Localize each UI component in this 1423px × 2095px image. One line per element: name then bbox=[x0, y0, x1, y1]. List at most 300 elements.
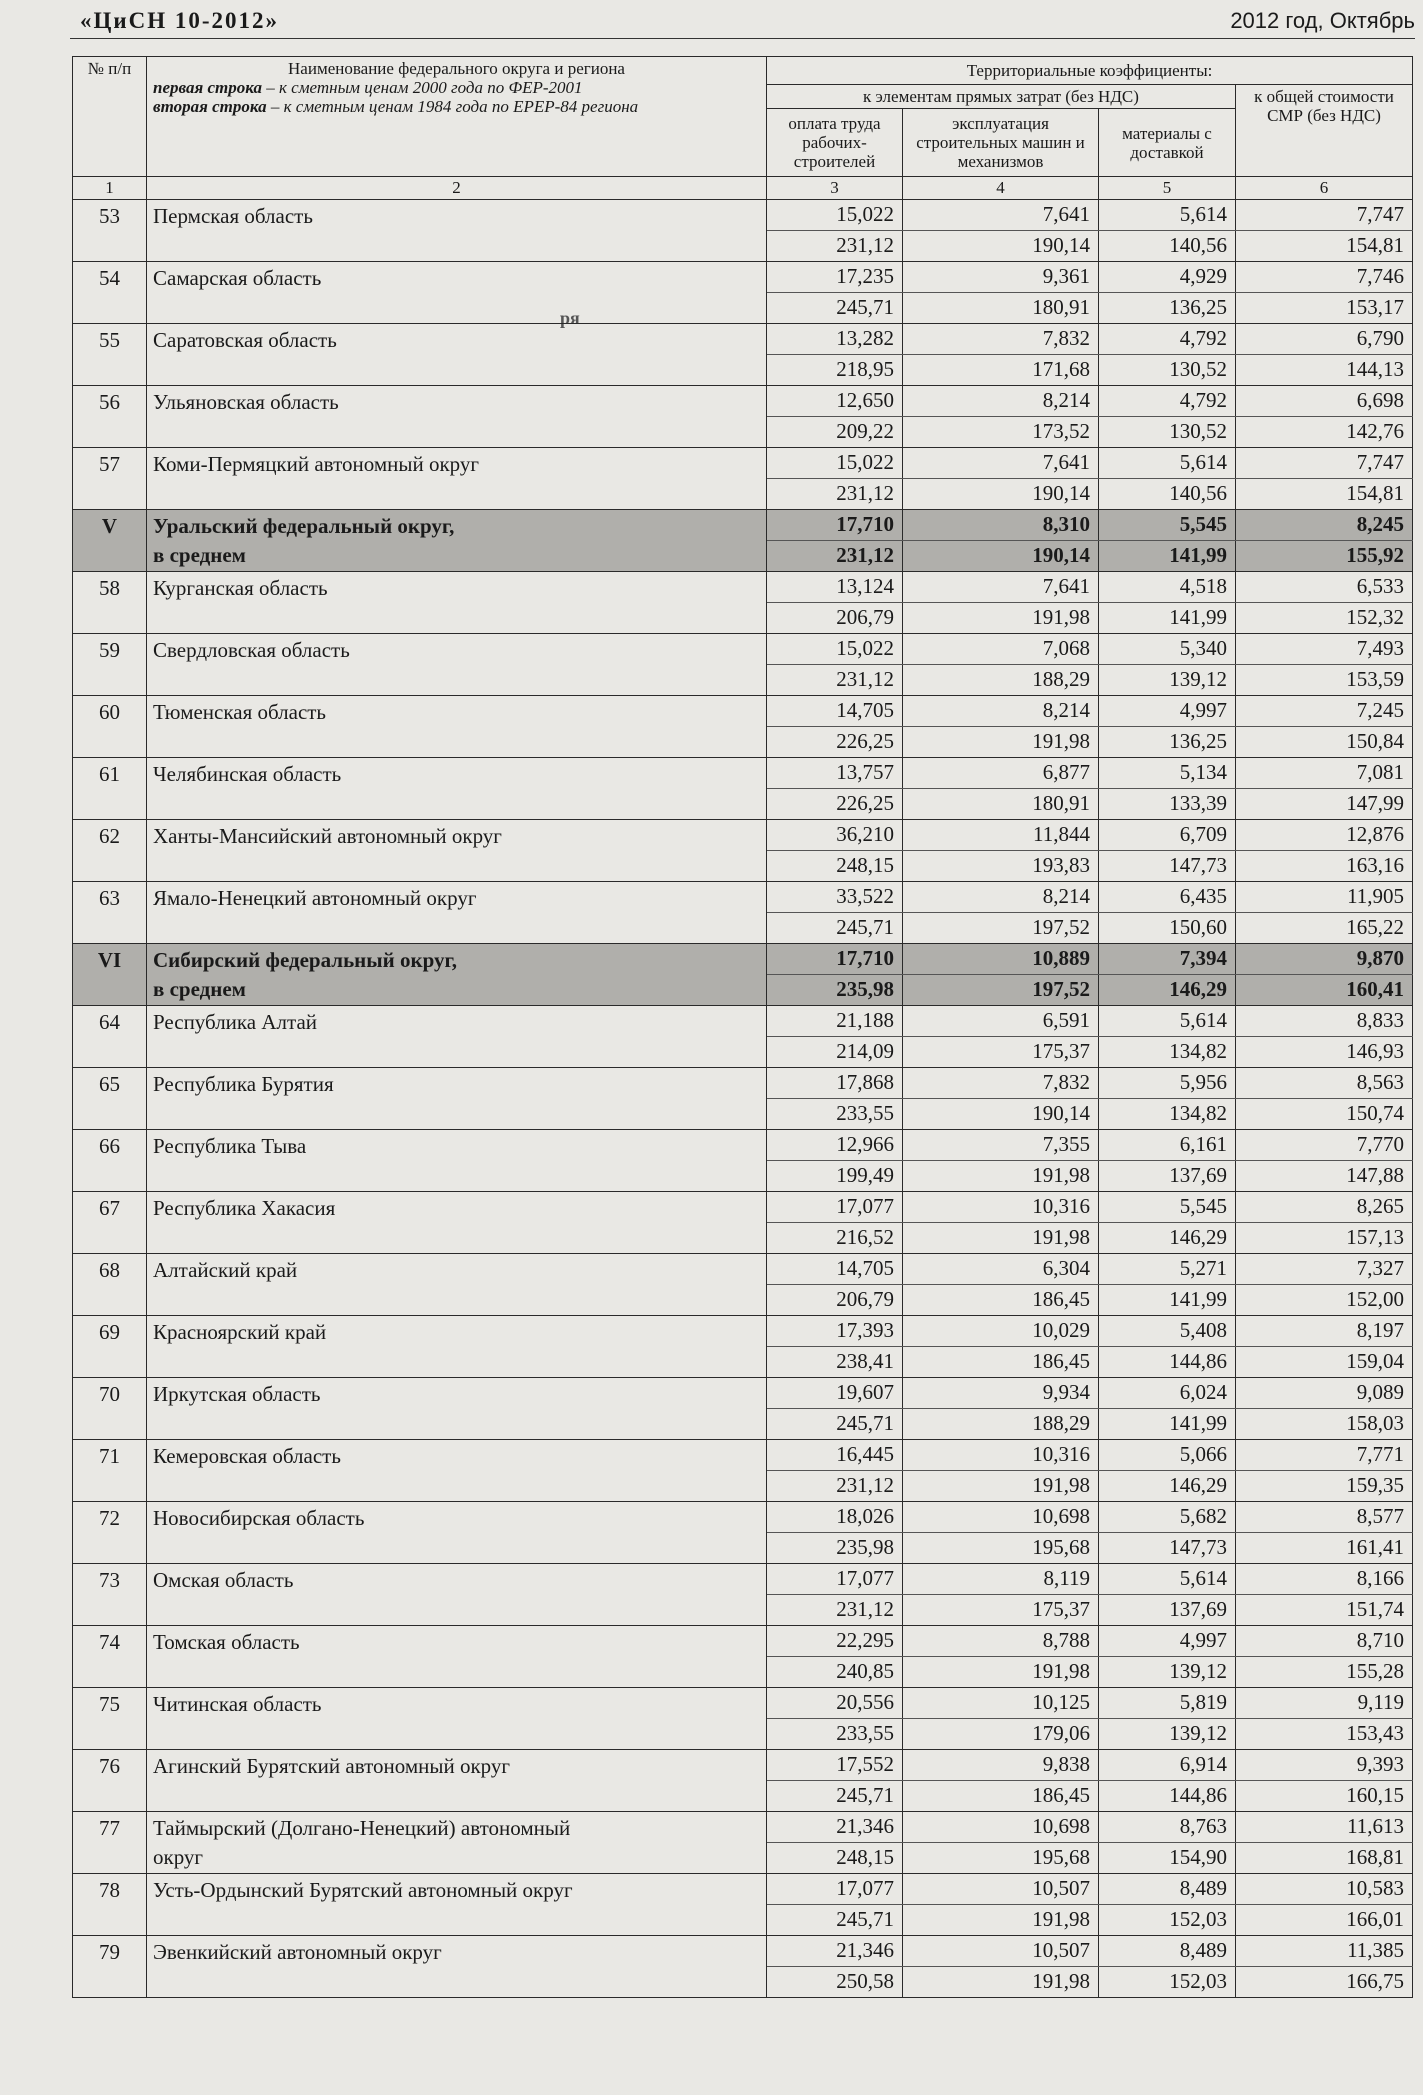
value-2000-col5: 6,709 bbox=[1099, 820, 1236, 851]
value-1984-col5: 144,86 bbox=[1099, 1781, 1236, 1812]
value-2000-col6: 7,081 bbox=[1236, 758, 1413, 789]
col-header-line2-bold: вторая строка bbox=[153, 97, 267, 116]
region-name-cell bbox=[147, 820, 767, 882]
value-2000-col3: 33,522 bbox=[767, 882, 903, 913]
value-2000-col4: 9,361 bbox=[903, 262, 1099, 293]
value-2000-col3: 17,393 bbox=[767, 1316, 903, 1347]
value-2000-col4: 10,507 bbox=[903, 1936, 1099, 1967]
value-2000-col4: 9,934 bbox=[903, 1378, 1099, 1409]
value-1984-col4: 195,68 bbox=[903, 1843, 1099, 1874]
value-1984-col4: 197,52 bbox=[903, 975, 1099, 1006]
value-1984-col4: 191,98 bbox=[903, 727, 1099, 758]
region-name-cell bbox=[147, 510, 767, 572]
region-name: Республика Тыва bbox=[153, 1134, 307, 1158]
value-1984-col3: 206,79 bbox=[767, 603, 903, 634]
value-2000-col3: 15,022 bbox=[767, 634, 903, 665]
value-2000-col6: 12,876 bbox=[1236, 820, 1413, 851]
value-1984-col3: 245,71 bbox=[767, 1409, 903, 1440]
row-number: 55 bbox=[73, 324, 147, 386]
value-2000-col3: 17,710 bbox=[767, 944, 903, 975]
value-1984-col6: 166,01 bbox=[1236, 1905, 1413, 1936]
value-2000-col6: 11,613 bbox=[1236, 1812, 1413, 1843]
table-row bbox=[73, 1688, 1413, 1719]
value-2000-col3: 14,705 bbox=[767, 696, 903, 727]
value-1984-col5: 144,86 bbox=[1099, 1347, 1236, 1378]
col-number: 6 bbox=[1236, 177, 1413, 200]
region-name-cell bbox=[147, 1502, 767, 1564]
region-name: Ямало-Ненецкий автономный округ bbox=[153, 886, 477, 910]
col-header-no: № п/п bbox=[73, 57, 147, 177]
region-name: Ульяновская область bbox=[153, 390, 339, 414]
row-number: 74 bbox=[73, 1626, 147, 1688]
value-1984-col4: 188,29 bbox=[903, 665, 1099, 696]
value-2000-col5: 5,682 bbox=[1099, 1502, 1236, 1533]
value-2000-col4: 11,844 bbox=[903, 820, 1099, 851]
value-1984-col3: 231,12 bbox=[767, 231, 903, 262]
region-name-cell bbox=[147, 696, 767, 758]
col-header-5: материалы с доставкой bbox=[1099, 109, 1236, 177]
region-name: Томская область bbox=[153, 1630, 300, 1654]
col-header-6: к общей стоимости СМР (без НДС) bbox=[1236, 85, 1413, 177]
value-1984-col3: 216,52 bbox=[767, 1223, 903, 1254]
value-1984-col5: 134,82 bbox=[1099, 1099, 1236, 1130]
row-number: 62 bbox=[73, 820, 147, 882]
region-name-continued: в среднем bbox=[153, 543, 246, 567]
table-row bbox=[73, 1564, 1413, 1595]
value-1984-col5: 146,29 bbox=[1099, 1471, 1236, 1502]
value-1984-col4: 191,98 bbox=[903, 1657, 1099, 1688]
value-1984-col3: 231,12 bbox=[767, 479, 903, 510]
value-2000-col6: 8,833 bbox=[1236, 1006, 1413, 1037]
value-2000-col5: 5,408 bbox=[1099, 1316, 1236, 1347]
value-1984-col5: 134,82 bbox=[1099, 1037, 1236, 1068]
value-1984-col6: 153,43 bbox=[1236, 1719, 1413, 1750]
value-1984-col4: 190,14 bbox=[903, 1099, 1099, 1130]
value-1984-col5: 139,12 bbox=[1099, 1657, 1236, 1688]
region-name-cell bbox=[147, 1378, 767, 1440]
value-1984-col6: 152,00 bbox=[1236, 1285, 1413, 1316]
value-2000-col5: 5,134 bbox=[1099, 758, 1236, 789]
table-row bbox=[73, 1316, 1413, 1347]
value-2000-col5: 4,792 bbox=[1099, 324, 1236, 355]
value-2000-col5: 7,394 bbox=[1099, 944, 1236, 975]
value-2000-col4: 7,641 bbox=[903, 200, 1099, 231]
region-name: Коми-Пермяцкий автономный округ bbox=[153, 452, 479, 476]
value-1984-col3: 233,55 bbox=[767, 1099, 903, 1130]
value-1984-col6: 154,81 bbox=[1236, 231, 1413, 262]
value-2000-col5: 5,340 bbox=[1099, 634, 1236, 665]
region-name-cell bbox=[147, 1254, 767, 1316]
row-number: 64 bbox=[73, 1006, 147, 1068]
region-name-cell bbox=[147, 572, 767, 634]
value-2000-col3: 20,556 bbox=[767, 1688, 903, 1719]
value-2000-col3: 13,124 bbox=[767, 572, 903, 603]
value-2000-col5: 8,489 bbox=[1099, 1936, 1236, 1967]
row-number: V bbox=[73, 510, 147, 572]
table-row bbox=[73, 1502, 1413, 1533]
value-2000-col6: 8,577 bbox=[1236, 1502, 1413, 1533]
row-number: 58 bbox=[73, 572, 147, 634]
value-1984-col4: 191,98 bbox=[903, 603, 1099, 634]
value-2000-col6: 11,385 bbox=[1236, 1936, 1413, 1967]
table-row bbox=[73, 1750, 1413, 1781]
value-2000-col6: 6,790 bbox=[1236, 324, 1413, 355]
col-header-4: эксплуатация строительных машин и механизмов bbox=[903, 109, 1099, 177]
value-1984-col5: 152,03 bbox=[1099, 1967, 1236, 1998]
scan-artifact-text: ря bbox=[560, 308, 580, 328]
value-1984-col5: 140,56 bbox=[1099, 479, 1236, 510]
table-row bbox=[73, 324, 1413, 355]
value-2000-col3: 17,077 bbox=[767, 1874, 903, 1905]
value-2000-col4: 8,310 bbox=[903, 510, 1099, 541]
value-2000-col6: 7,771 bbox=[1236, 1440, 1413, 1471]
document-date: 2012 год, Октябрь bbox=[1230, 8, 1415, 33]
value-2000-col5: 5,614 bbox=[1099, 200, 1236, 231]
value-1984-col3: 245,71 bbox=[767, 1905, 903, 1936]
value-1984-col4: 188,29 bbox=[903, 1409, 1099, 1440]
value-2000-col4: 8,788 bbox=[903, 1626, 1099, 1657]
value-2000-col5: 4,792 bbox=[1099, 386, 1236, 417]
value-1984-col6: 150,84 bbox=[1236, 727, 1413, 758]
value-2000-col6: 7,493 bbox=[1236, 634, 1413, 665]
value-2000-col4: 8,214 bbox=[903, 386, 1099, 417]
col-header-line1-rest: – к сметным ценам 2000 года по ФЕР-2001 bbox=[261, 78, 583, 97]
value-1984-col3: 231,12 bbox=[767, 541, 903, 572]
value-2000-col5: 5,271 bbox=[1099, 1254, 1236, 1285]
region-name-cell bbox=[147, 1936, 767, 1998]
value-2000-col3: 15,022 bbox=[767, 448, 903, 479]
value-1984-col3: 238,41 bbox=[767, 1347, 903, 1378]
table-row bbox=[73, 448, 1413, 479]
table-row bbox=[73, 1812, 1413, 1843]
table-row bbox=[73, 696, 1413, 727]
value-1984-col6: 155,92 bbox=[1236, 541, 1413, 572]
value-2000-col5: 5,066 bbox=[1099, 1440, 1236, 1471]
value-2000-col3: 14,705 bbox=[767, 1254, 903, 1285]
region-name-cell bbox=[147, 1440, 767, 1502]
value-1984-col6: 144,13 bbox=[1236, 355, 1413, 386]
value-1984-col3: 233,55 bbox=[767, 1719, 903, 1750]
region-name-cell bbox=[147, 448, 767, 510]
value-2000-col4: 10,698 bbox=[903, 1812, 1099, 1843]
table-row bbox=[73, 944, 1413, 975]
value-1984-col6: 165,22 bbox=[1236, 913, 1413, 944]
value-1984-col6: 152,32 bbox=[1236, 603, 1413, 634]
value-1984-col5: 136,25 bbox=[1099, 727, 1236, 758]
value-1984-col3: 231,12 bbox=[767, 1471, 903, 1502]
region-name-cell bbox=[147, 634, 767, 696]
row-number: 67 bbox=[73, 1192, 147, 1254]
row-number: 76 bbox=[73, 1750, 147, 1812]
value-1984-col4: 175,37 bbox=[903, 1595, 1099, 1626]
region-name: Читинская область bbox=[153, 1692, 322, 1716]
value-1984-col4: 186,45 bbox=[903, 1347, 1099, 1378]
value-2000-col4: 8,214 bbox=[903, 696, 1099, 727]
region-name: Новосибирская область bbox=[153, 1506, 365, 1530]
value-1984-col6: 159,35 bbox=[1236, 1471, 1413, 1502]
value-2000-col3: 12,650 bbox=[767, 386, 903, 417]
value-1984-col4: 195,68 bbox=[903, 1533, 1099, 1564]
region-name-cell bbox=[147, 1626, 767, 1688]
value-2000-col5: 6,161 bbox=[1099, 1130, 1236, 1161]
value-1984-col4: 191,98 bbox=[903, 1223, 1099, 1254]
region-name: Республика Бурятия bbox=[153, 1072, 334, 1096]
value-1984-col4: 179,06 bbox=[903, 1719, 1099, 1750]
region-name: Самарская область bbox=[153, 266, 322, 290]
value-1984-col6: 161,41 bbox=[1236, 1533, 1413, 1564]
value-1984-col5: 146,29 bbox=[1099, 1223, 1236, 1254]
region-name: Республика Хакасия bbox=[153, 1196, 336, 1220]
value-1984-col5: 150,60 bbox=[1099, 913, 1236, 944]
value-1984-col4: 186,45 bbox=[903, 1285, 1099, 1316]
value-1984-col4: 193,83 bbox=[903, 851, 1099, 882]
value-2000-col4: 7,832 bbox=[903, 324, 1099, 355]
region-name: Усть-Ордынский Бурятский автономный округ bbox=[153, 1878, 573, 1902]
region-name: Кемеровская область bbox=[153, 1444, 341, 1468]
value-2000-col5: 5,956 bbox=[1099, 1068, 1236, 1099]
table-row bbox=[73, 1626, 1413, 1657]
value-2000-col4: 8,119 bbox=[903, 1564, 1099, 1595]
value-1984-col5: 139,12 bbox=[1099, 1719, 1236, 1750]
table-row bbox=[73, 1440, 1413, 1471]
value-1984-col4: 191,98 bbox=[903, 1161, 1099, 1192]
col-number: 5 bbox=[1099, 177, 1236, 200]
value-1984-col6: 154,81 bbox=[1236, 479, 1413, 510]
table-row bbox=[73, 572, 1413, 603]
header-rule bbox=[70, 38, 1415, 39]
value-2000-col4: 8,214 bbox=[903, 882, 1099, 913]
value-1984-col4: 190,14 bbox=[903, 231, 1099, 262]
region-name-cell bbox=[147, 200, 767, 262]
value-2000-col4: 7,355 bbox=[903, 1130, 1099, 1161]
region-name: Курганская область bbox=[153, 576, 328, 600]
region-name: Свердловская область bbox=[153, 638, 350, 662]
row-number: 57 bbox=[73, 448, 147, 510]
table-row bbox=[73, 1068, 1413, 1099]
value-1984-col3: 235,98 bbox=[767, 975, 903, 1006]
row-number: 71 bbox=[73, 1440, 147, 1502]
region-name: Эвенкийский автономный округ bbox=[153, 1940, 442, 1964]
value-1984-col4: 191,98 bbox=[903, 1967, 1099, 1998]
value-1984-col6: 160,15 bbox=[1236, 1781, 1413, 1812]
region-name: Иркутская область bbox=[153, 1382, 321, 1406]
value-2000-col3: 21,188 bbox=[767, 1006, 903, 1037]
value-1984-col6: 146,93 bbox=[1236, 1037, 1413, 1068]
value-1984-col4: 190,14 bbox=[903, 541, 1099, 572]
value-2000-col6: 9,870 bbox=[1236, 944, 1413, 975]
region-name-cell bbox=[147, 1750, 767, 1812]
region-name-cell bbox=[147, 758, 767, 820]
value-1984-col3: 231,12 bbox=[767, 665, 903, 696]
value-2000-col6: 8,166 bbox=[1236, 1564, 1413, 1595]
value-2000-col5: 5,614 bbox=[1099, 448, 1236, 479]
value-2000-col4: 10,125 bbox=[903, 1688, 1099, 1719]
value-1984-col5: 141,99 bbox=[1099, 541, 1236, 572]
row-number: 72 bbox=[73, 1502, 147, 1564]
region-name: Челябинская область bbox=[153, 762, 342, 786]
value-2000-col6: 7,746 bbox=[1236, 262, 1413, 293]
value-2000-col3: 17,552 bbox=[767, 1750, 903, 1781]
region-name-cell bbox=[147, 944, 767, 1006]
value-2000-col5: 4,518 bbox=[1099, 572, 1236, 603]
region-name: Саратовская область bbox=[153, 328, 337, 352]
table-row bbox=[73, 758, 1413, 789]
value-2000-col5: 5,545 bbox=[1099, 1192, 1236, 1223]
value-1984-col3: 248,15 bbox=[767, 851, 903, 882]
value-1984-col3: 248,15 bbox=[767, 1843, 903, 1874]
region-name: Республика Алтай bbox=[153, 1010, 318, 1034]
row-number: 61 bbox=[73, 758, 147, 820]
region-name: Агинский Бурятский автономный округ bbox=[153, 1754, 510, 1778]
table-row bbox=[73, 386, 1413, 417]
value-2000-col4: 10,507 bbox=[903, 1874, 1099, 1905]
value-1984-col5: 137,69 bbox=[1099, 1161, 1236, 1192]
value-2000-col6: 11,905 bbox=[1236, 882, 1413, 913]
value-2000-col4: 10,316 bbox=[903, 1192, 1099, 1223]
value-1984-col3: 206,79 bbox=[767, 1285, 903, 1316]
row-number: 54 bbox=[73, 262, 147, 324]
value-2000-col4: 7,641 bbox=[903, 572, 1099, 603]
value-2000-col4: 9,838 bbox=[903, 1750, 1099, 1781]
col-header-line1-bold: первая строка bbox=[153, 78, 262, 97]
value-1984-col3: 209,22 bbox=[767, 417, 903, 448]
value-1984-col6: 166,75 bbox=[1236, 1967, 1413, 1998]
value-1984-col6: 158,03 bbox=[1236, 1409, 1413, 1440]
value-1984-col5: 147,73 bbox=[1099, 1533, 1236, 1564]
value-2000-col4: 7,832 bbox=[903, 1068, 1099, 1099]
row-number: 75 bbox=[73, 1688, 147, 1750]
value-2000-col5: 5,819 bbox=[1099, 1688, 1236, 1719]
region-name-cell bbox=[147, 1874, 767, 1936]
region-name-cell bbox=[147, 386, 767, 448]
value-1984-col3: 226,25 bbox=[767, 727, 903, 758]
value-1984-col3: 235,98 bbox=[767, 1533, 903, 1564]
value-1984-col5: 141,99 bbox=[1099, 1285, 1236, 1316]
region-name: Ханты-Мансийский автономный округ bbox=[153, 824, 502, 848]
value-2000-col5: 4,929 bbox=[1099, 262, 1236, 293]
value-2000-col3: 21,346 bbox=[767, 1812, 903, 1843]
value-2000-col5: 5,545 bbox=[1099, 510, 1236, 541]
value-2000-col4: 6,591 bbox=[903, 1006, 1099, 1037]
row-number: 68 bbox=[73, 1254, 147, 1316]
value-1984-col3: 199,49 bbox=[767, 1161, 903, 1192]
row-number: 73 bbox=[73, 1564, 147, 1626]
region-name-cell bbox=[147, 324, 767, 386]
value-1984-col6: 155,28 bbox=[1236, 1657, 1413, 1688]
row-number: 77 bbox=[73, 1812, 147, 1874]
value-1984-col6: 150,74 bbox=[1236, 1099, 1413, 1130]
value-2000-col4: 6,877 bbox=[903, 758, 1099, 789]
value-1984-col3: 231,12 bbox=[767, 1595, 903, 1626]
value-2000-col6: 10,583 bbox=[1236, 1874, 1413, 1905]
value-2000-col5: 4,997 bbox=[1099, 696, 1236, 727]
document-code: «ЦиСН 10-2012» bbox=[80, 8, 280, 33]
col-number: 1 bbox=[73, 177, 147, 200]
value-2000-col6: 9,089 bbox=[1236, 1378, 1413, 1409]
value-1984-col4: 180,91 bbox=[903, 789, 1099, 820]
region-name-cell bbox=[147, 1068, 767, 1130]
region-name-cell bbox=[147, 1130, 767, 1192]
table-row bbox=[73, 1936, 1413, 1967]
value-1984-col5: 136,25 bbox=[1099, 293, 1236, 324]
table-row bbox=[73, 1192, 1413, 1223]
region-name-continued: округ bbox=[153, 1845, 204, 1869]
table-row bbox=[73, 882, 1413, 913]
row-number: 63 bbox=[73, 882, 147, 944]
value-1984-col5: 133,39 bbox=[1099, 789, 1236, 820]
value-2000-col5: 5,614 bbox=[1099, 1006, 1236, 1037]
value-1984-col5: 140,56 bbox=[1099, 231, 1236, 262]
value-1984-col3: 245,71 bbox=[767, 913, 903, 944]
value-2000-col5: 6,914 bbox=[1099, 1750, 1236, 1781]
value-2000-col3: 17,868 bbox=[767, 1068, 903, 1099]
value-2000-col5: 5,614 bbox=[1099, 1564, 1236, 1595]
value-1984-col5: 137,69 bbox=[1099, 1595, 1236, 1626]
region-name-continued: в среднем bbox=[153, 977, 246, 1001]
value-2000-col6: 6,533 bbox=[1236, 572, 1413, 603]
value-1984-col3: 250,58 bbox=[767, 1967, 903, 1998]
region-name-cell bbox=[147, 262, 767, 324]
value-1984-col6: 153,17 bbox=[1236, 293, 1413, 324]
value-1984-col6: 160,41 bbox=[1236, 975, 1413, 1006]
value-1984-col5: 154,90 bbox=[1099, 1843, 1236, 1874]
row-number: 56 bbox=[73, 386, 147, 448]
value-1984-col4: 190,14 bbox=[903, 479, 1099, 510]
value-2000-col5: 6,024 bbox=[1099, 1378, 1236, 1409]
col-number: 3 bbox=[767, 177, 903, 200]
table-body bbox=[73, 200, 1413, 1998]
table-row bbox=[73, 1006, 1413, 1037]
region-name: Таймырский (Долгано-Ненецкий) автономный bbox=[153, 1816, 571, 1840]
value-1984-col6: 147,99 bbox=[1236, 789, 1413, 820]
value-2000-col6: 9,393 bbox=[1236, 1750, 1413, 1781]
region-name-cell bbox=[147, 1564, 767, 1626]
value-1984-col4: 191,98 bbox=[903, 1471, 1099, 1502]
value-2000-col3: 21,346 bbox=[767, 1936, 903, 1967]
value-2000-col6: 8,265 bbox=[1236, 1192, 1413, 1223]
value-2000-col6: 7,245 bbox=[1236, 696, 1413, 727]
value-2000-col3: 12,966 bbox=[767, 1130, 903, 1161]
value-1984-col4: 186,45 bbox=[903, 1781, 1099, 1812]
value-1984-col5: 147,73 bbox=[1099, 851, 1236, 882]
value-2000-col3: 16,445 bbox=[767, 1440, 903, 1471]
region-name-cell bbox=[147, 1316, 767, 1378]
table-row bbox=[73, 262, 1413, 293]
value-2000-col3: 36,210 bbox=[767, 820, 903, 851]
value-2000-col3: 17,710 bbox=[767, 510, 903, 541]
value-1984-col6: 153,59 bbox=[1236, 665, 1413, 696]
region-name-cell bbox=[147, 1006, 767, 1068]
value-1984-col6: 168,81 bbox=[1236, 1843, 1413, 1874]
value-2000-col3: 18,026 bbox=[767, 1502, 903, 1533]
value-1984-col3: 214,09 bbox=[767, 1037, 903, 1068]
value-1984-col5: 141,99 bbox=[1099, 1409, 1236, 1440]
row-number: 53 bbox=[73, 200, 147, 262]
value-2000-col4: 7,641 bbox=[903, 448, 1099, 479]
value-2000-col6: 6,698 bbox=[1236, 386, 1413, 417]
region-name: Уральский федеральный округ, bbox=[153, 514, 455, 538]
value-2000-col4: 7,068 bbox=[903, 634, 1099, 665]
value-2000-col5: 4,997 bbox=[1099, 1626, 1236, 1657]
table-row bbox=[73, 820, 1413, 851]
value-1984-col4: 197,52 bbox=[903, 913, 1099, 944]
table-row bbox=[73, 200, 1413, 231]
table-row bbox=[73, 1378, 1413, 1409]
value-2000-col4: 10,316 bbox=[903, 1440, 1099, 1471]
region-name: Тюменская область bbox=[153, 700, 327, 724]
table-row bbox=[73, 1254, 1413, 1285]
value-2000-col3: 22,295 bbox=[767, 1626, 903, 1657]
